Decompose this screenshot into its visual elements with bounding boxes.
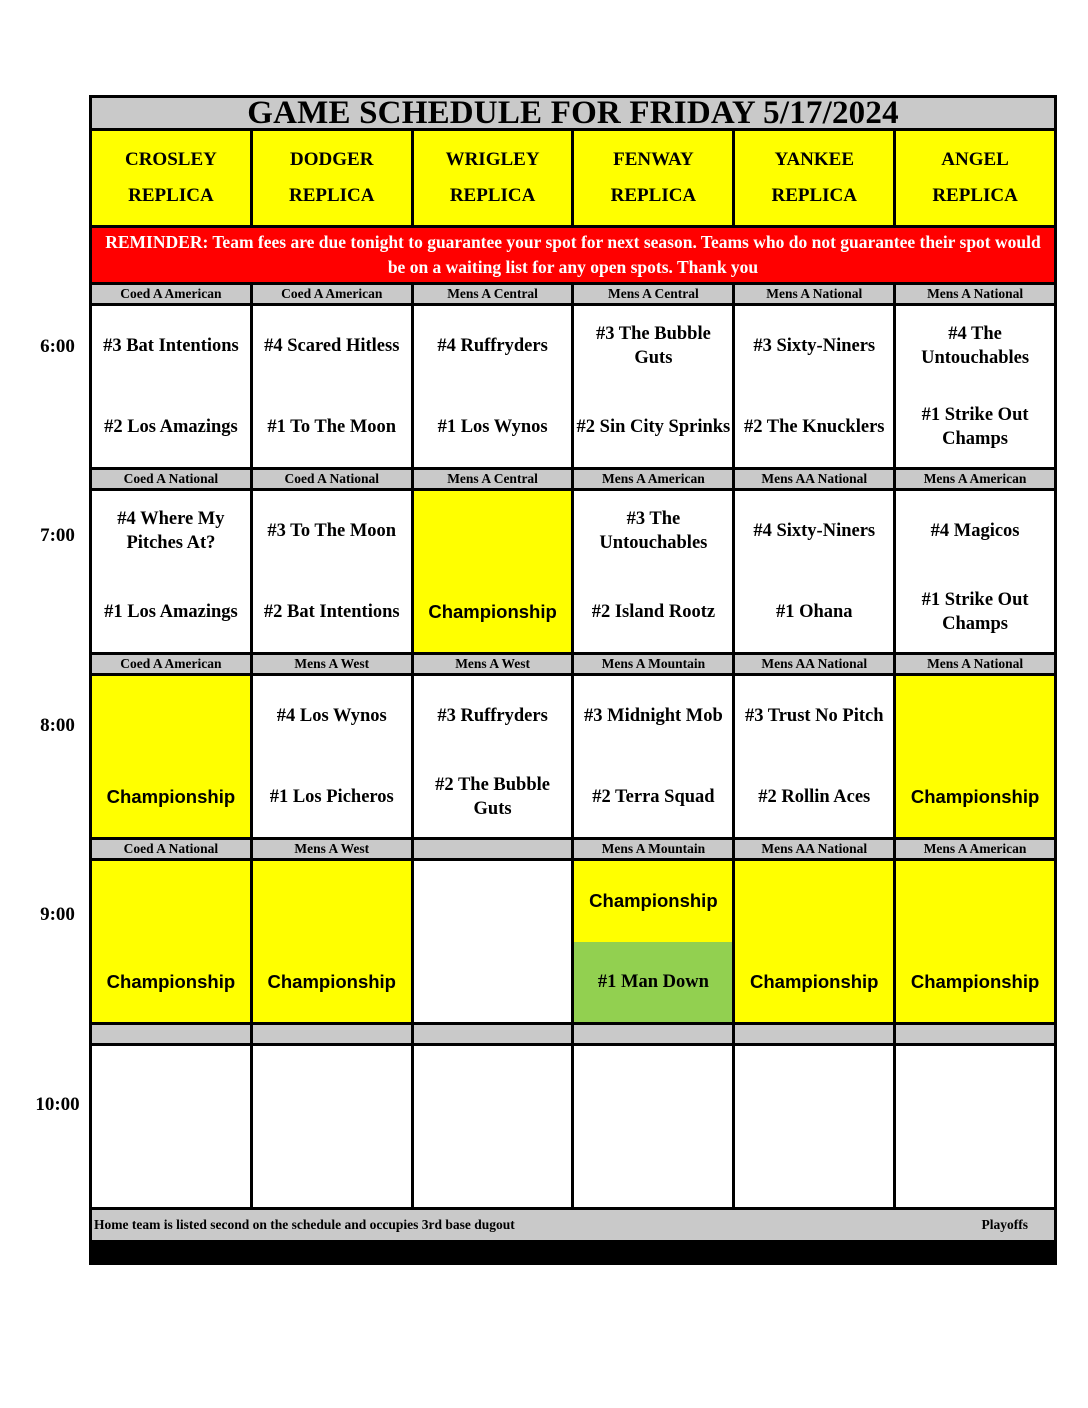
home-team: Championship	[735, 942, 893, 1023]
division-label: Coed A American	[92, 285, 250, 303]
home-team: #1 To The Moon	[253, 387, 411, 468]
division-label: Mens A West	[414, 655, 572, 673]
field-header-crosley	[92, 131, 250, 225]
field-subtitle: REPLICA	[932, 185, 1018, 206]
home-team	[92, 1127, 250, 1208]
game-cell	[414, 1046, 572, 1207]
visitor-team	[92, 1046, 250, 1127]
visitor-team: #3 The Untouchables	[574, 491, 732, 572]
game-cell	[92, 306, 250, 467]
visitor-team	[735, 1046, 893, 1127]
visitor-team: #3 Bat Intentions	[92, 306, 250, 387]
division-label: Mens A Central	[414, 470, 572, 488]
time-label: 9:00	[40, 904, 75, 925]
game-cell	[253, 676, 411, 837]
field-name: DODGER	[290, 149, 374, 170]
visitor-team: #3 Trust No Pitch	[735, 676, 893, 757]
time-label: 8:00	[40, 715, 75, 736]
game-cell	[253, 491, 411, 652]
home-team: #1 Los Amazings	[92, 572, 250, 653]
footer-bar	[92, 1210, 1054, 1240]
visitor-team	[92, 676, 250, 757]
field-name: CROSLEY	[124, 149, 217, 170]
game-cell	[574, 1046, 732, 1207]
home-team	[574, 1127, 732, 1208]
division-label: Mens A American	[574, 470, 732, 488]
division-label: Mens A National	[896, 655, 1054, 673]
game-cell	[92, 861, 250, 1022]
field-subtitle: REPLICA	[771, 185, 857, 206]
division-label: Mens AA National	[735, 655, 893, 673]
home-team: #2 The Knucklers	[735, 387, 893, 468]
game-cell	[414, 491, 572, 652]
home-team: Championship	[896, 942, 1054, 1023]
game-cell	[735, 676, 893, 837]
game-cell	[574, 306, 732, 467]
schedule-title: GAME SCHEDULE FOR FRIDAY 5/17/2024	[92, 98, 1054, 128]
division-label: Mens A National	[896, 285, 1054, 303]
visitor-team	[414, 1046, 572, 1127]
visitor-team: #4 Scared Hitless	[253, 306, 411, 387]
division-label: Mens AA National	[735, 840, 893, 858]
division-label: Mens A Central	[414, 285, 572, 303]
visitor-team: #4 Magicos	[896, 491, 1054, 572]
field-header-angel	[896, 131, 1054, 225]
visitor-team	[414, 491, 572, 572]
visitor-team: #4 Ruffryders	[414, 306, 572, 387]
visitor-team: #3 Ruffryders	[414, 676, 572, 757]
home-team	[414, 1127, 572, 1208]
division-label: Coed A National	[253, 470, 411, 488]
division-label: Mens A Mountain	[574, 840, 732, 858]
field-header-fenway	[574, 131, 732, 225]
game-cell	[896, 306, 1054, 467]
home-team: #2 The Bubble Guts	[414, 757, 572, 838]
visitor-team: #4 Los Wynos	[253, 676, 411, 757]
game-cell	[735, 861, 893, 1022]
division-label: Mens AA National	[735, 470, 893, 488]
game-cell	[574, 491, 732, 652]
game-cell	[92, 491, 250, 652]
division-label: Coed A American	[253, 285, 411, 303]
game-cell	[253, 306, 411, 467]
game-cell	[735, 306, 893, 467]
field-name: YANKEE	[774, 149, 855, 170]
home-team: #1 Strike Out Champs	[896, 572, 1054, 653]
footer-note: Home team is listed second on the schedule and occupies 3rd base dugout	[94, 1217, 515, 1232]
reminder-label: REMINDER:	[105, 232, 209, 252]
field-header-yankee	[735, 131, 893, 225]
visitor-team: #4 Sixty-Niners	[735, 491, 893, 572]
division-label	[253, 1025, 411, 1043]
division-label: Coed A National	[92, 470, 250, 488]
game-cell	[414, 861, 572, 1022]
visitor-team: #3 To The Moon	[253, 491, 411, 572]
game-cell	[896, 861, 1054, 1022]
division-label: Coed A American	[92, 655, 250, 673]
home-team: #2 Rollin Aces	[735, 757, 893, 838]
division-label: Mens A National	[735, 285, 893, 303]
time-label: 10:00	[35, 1094, 80, 1115]
field-subtitle: REPLICA	[288, 185, 375, 206]
division-label: Mens A Central	[574, 285, 732, 303]
field-header-dodger	[253, 131, 411, 225]
division-label	[735, 1025, 893, 1043]
home-team: Championship	[253, 942, 411, 1023]
footer-playoffs-label: Playoffs	[981, 1217, 1028, 1232]
visitor-team: #3 Midnight Mob	[574, 676, 732, 757]
home-team: #2 Terra Squad	[574, 757, 732, 838]
home-team: #1 Strike Out Champs	[896, 387, 1054, 468]
game-cell	[896, 491, 1054, 652]
game-cell	[735, 491, 893, 652]
game-cell	[574, 676, 732, 837]
division-label: Mens A West	[253, 840, 411, 858]
time-label: 7:00	[40, 525, 75, 546]
visitor-team	[92, 861, 250, 942]
home-team: Championship	[414, 572, 572, 653]
field-name: WRIGLEY	[445, 149, 540, 170]
home-team: #1 Los Wynos	[414, 387, 572, 468]
visitor-team	[574, 1046, 732, 1127]
home-team: #2 Sin City Sprinks	[574, 387, 732, 468]
division-label	[414, 840, 572, 858]
home-team: #2 Island Rootz	[574, 572, 732, 653]
division-label	[574, 1025, 732, 1043]
schedule-table	[89, 95, 1057, 1265]
visitor-team	[414, 861, 572, 942]
game-cell	[574, 861, 732, 1022]
home-team	[253, 1127, 411, 1208]
field-name: FENWAY	[613, 149, 694, 170]
home-team: Championship	[896, 757, 1054, 838]
division-label: Coed A National	[92, 840, 250, 858]
home-team: Championship	[92, 757, 250, 838]
division-label	[896, 1025, 1054, 1043]
division-label	[414, 1025, 572, 1043]
visitor-team	[735, 861, 893, 942]
game-cell	[253, 861, 411, 1022]
game-cell	[896, 1046, 1054, 1207]
visitor-team: #3 Sixty-Niners	[735, 306, 893, 387]
home-team: #1 Ohana	[735, 572, 893, 653]
visitor-team	[896, 861, 1054, 942]
game-cell	[896, 676, 1054, 837]
home-team: Championship	[92, 942, 250, 1023]
home-team: #1 Man Down	[574, 942, 732, 1023]
home-team	[735, 1127, 893, 1208]
game-cell	[414, 676, 572, 837]
division-label: Mens A American	[896, 840, 1054, 858]
visitor-team: Championship	[574, 861, 732, 942]
division-label: Mens A Mountain	[574, 655, 732, 673]
reminder-banner	[92, 228, 1054, 282]
game-cell	[253, 1046, 411, 1207]
visitor-team: #3 The Bubble Guts	[574, 306, 732, 387]
visitor-team: #4 The Untouchables	[896, 306, 1054, 387]
visitor-team	[253, 1046, 411, 1127]
field-subtitle: REPLICA	[610, 185, 697, 206]
game-cell	[414, 306, 572, 467]
visitor-team	[896, 1046, 1054, 1127]
field-subtitle: REPLICA	[128, 185, 214, 206]
home-team	[414, 942, 572, 1023]
time-label: 6:00	[40, 336, 75, 357]
field-subtitle: REPLICA	[449, 185, 536, 206]
home-team: #2 Los Amazings	[92, 387, 250, 468]
reminder-text: Team fees are due tonight to guarantee your spot for next season. Teams who do not guarantee their spot would be on a waiting list for any open spots. Thank you	[212, 232, 1041, 277]
home-team: #2 Bat Intentions	[253, 572, 411, 653]
visitor-team: #4 Where My Pitches At?	[92, 491, 250, 572]
visitor-team	[253, 861, 411, 942]
field-name: ANGEL	[941, 149, 1009, 170]
visitor-team	[896, 676, 1054, 757]
division-label	[92, 1025, 250, 1043]
home-team: #1 Los Picheros	[253, 757, 411, 838]
division-label: Mens A West	[253, 655, 411, 673]
game-cell	[735, 1046, 893, 1207]
game-cell	[92, 676, 250, 837]
game-cell	[92, 1046, 250, 1207]
division-label: Mens A American	[896, 470, 1054, 488]
field-header-wrigley	[414, 131, 572, 225]
home-team	[896, 1127, 1054, 1208]
